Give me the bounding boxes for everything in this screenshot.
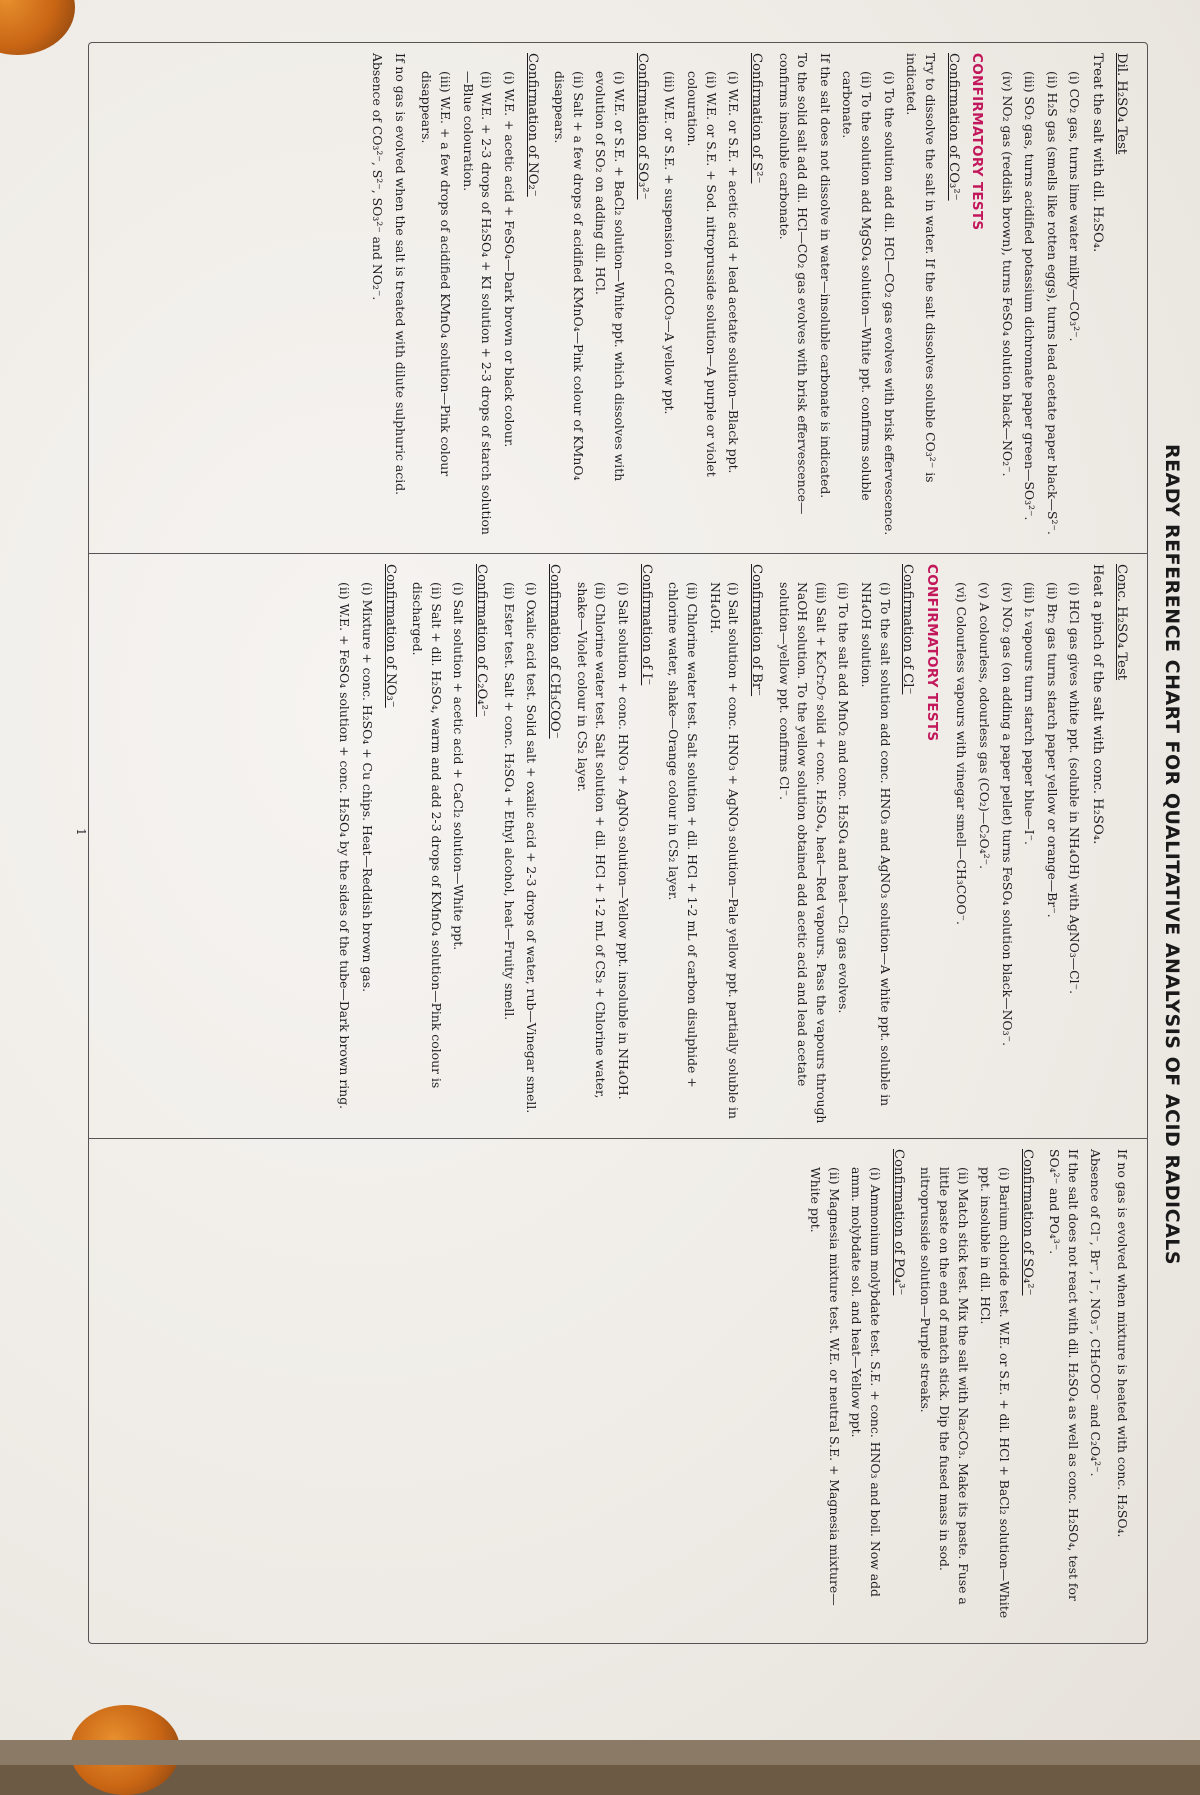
br-test-i: (i) Salt solution + conc. HNO₃ + AgNO₃ solution—Pale yellow ppt. partially soluble in NH₄OH.: [707, 582, 742, 1119]
po4-test-ii: (ii) Magnesia mixture test. W.E. or neutral S.E. + Magnesia mixture—White ppt.: [808, 1167, 842, 1606]
chart-frame: [88, 42, 1148, 1644]
no-gas-dil-note: If no gas is evolved when the salt is treated with dilute sulphuric acid.: [392, 53, 408, 496]
s2-test-i: (i) W.E. or S.E. + acetic acid + lead acetate solution—Black ppt.: [726, 71, 742, 474]
co3-intro: Try to dissolve the salt in water. If the salt dissolves soluble CO₃²⁻ is indicated.: [904, 53, 938, 483]
co3-test-ii: (ii) To the solution add MgSO₄ solution—White ppt. confirms soluble carbonate.: [840, 71, 875, 501]
orange-object-top: [0, 0, 75, 55]
no-gas-conc-note: If no gas is evolved when mixture is heated with conc. H₂SO₄.: [1115, 1149, 1130, 1538]
page-title: READY REFERENCE CHART FOR QUALITATIVE ANALYSIS OF ACID RADICALS: [1161, 443, 1183, 1266]
oxalate-test-i: (i) Salt solution + acetic acid + CaCl₂ solution—White ppt.: [451, 582, 467, 951]
so3-test-ii: (ii) Salt + a few drops of acidified KMnO₄—Pink colour of KMnO₄ disappears.: [552, 71, 586, 481]
conc-test-title: Conc. H₂SO₄ Test: [1114, 564, 1129, 681]
s2-title: Confirmation of S²⁻: [749, 53, 765, 184]
acetate-test-ii: (ii) Ester test. Salt + conc. H₂SO₄ + Ethyl alcohol, heat—Fruity smell.: [501, 582, 517, 1021]
br-test-ii: (ii) Chlorine water test. Salt solution + dil. HCl + 1-2 mL of carbon disulphide + chlorine water, shake—Orange colour in CS₂ layer.: [666, 582, 701, 1088]
nitrate-test-ii: (ii) W.E. + FeSO₄ solution + conc. H₂SO₄ by the sides of the tube—Dark brown ring.: [337, 582, 353, 1110]
conc-item: (iii) I₂ vapours turn starch paper blue—I⁻.: [1022, 582, 1038, 845]
s2-test-ii: (ii) W.E. or S.E. + Sod. nitroprusside solution—A purple or violet colouration.: [685, 71, 719, 477]
confirmatory-heading-1: CONFIRMATORY TESTS: [968, 53, 985, 231]
absence-dil-note: Absence of CO₃²⁻, S²⁻, SO₃²⁻ and NO₂⁻.: [370, 53, 386, 301]
no-react-note: If the salt does not react with dil. H₂SO₄ as well as conc. H₂SO₄, test for SO₄²⁻ and PO₄³⁻.: [1047, 1149, 1081, 1601]
table-surface-edge: [0, 1740, 1200, 1765]
column-concentrated-acid-tests: [89, 553, 1147, 1138]
cl-test-iii: (iii) Salt + K₂Cr₂O₇ solid + conc. H₂SO₄, heat—Red vapours. Pass the vapours through NaOH solution. To the yellow solution obtained add acetic acid and lead acetate solution—yellow ppt. confirms Cl⁻.: [776, 582, 829, 1124]
po4-title: Confirmation of PO₄³⁻: [890, 1149, 906, 1296]
cl-test-i: (i) To the salt solution add conc. HNO₃ and AgNO₃ solution—A white ppt. soluble in NH₄OH solution.: [859, 582, 893, 1107]
iodide-test-i: (i) Salt solution + conc. HNO₃ + AgNO₃ solution—Yellow ppt. insoluble in NH₄OH.: [616, 582, 632, 1100]
no2-test-i: (i) W.E. + acetic acid + FeSO₄—Dark brown or black colour.: [501, 71, 517, 448]
so3-title: Confirmation of SO₃²⁻: [634, 53, 650, 200]
acetate-title: Confirmation of CH₃COO⁻: [547, 564, 563, 739]
co3-test-i: (i) To the solution add dil. HCl—CO₂ gas evolves with brisk effervescence.: [881, 71, 897, 536]
no2-test-ii: (ii) W.E. + 2-3 drops of H₂SO₄ + KI solution + 2-3 drops of starch solution—Blue colouration.: [460, 71, 495, 535]
dil-item: (iv) NO₂ gas (reddish brown), turns FeSO₄ solution black—NO₂⁻.: [999, 71, 1015, 477]
cl-title: Confirmation of Cl⁻: [900, 564, 916, 695]
dil-item: (i) CO₂ gas, turns lime water milky—CO₃²⁻.: [1067, 71, 1083, 342]
nitrate-title: Confirmation of NO₃⁻: [382, 564, 398, 708]
cl-test-ii: (ii) To the salt add MnO₂ and conc. H₂SO₄ and heat—Cl₂ gas evolves.: [836, 582, 852, 1014]
so4-test-i: (i) Barium chloride test. W.E. or S.E. + dil. HCl + BaCl₂ solution—White ppt. insoluble in dil. HCl.: [978, 1167, 1012, 1619]
conc-item: (i) HCl gas gives white ppt. (soluble in NH₄OH) with AgNO₃—Cl⁻.: [1067, 582, 1083, 995]
iodide-title: Confirmation of I⁻: [638, 564, 654, 686]
conc-item: (vi) Colourless vapours with vinegar smell—CH₃COO⁻.: [954, 582, 970, 925]
co3-solid: To the solid salt add dil. HCl—CO₂ gas evolves with brisk effervescence—confirms insoluble carbonate.: [776, 53, 811, 515]
po4-test-i: (i) Ammonium molybdate test. S.E. + conc. HNO₃ and boil. Now add amm. molybdate sol. and heat—Yellow ppt.: [849, 1167, 883, 1597]
iodide-test-ii: (ii) Chlorine water test. Salt solution + dil. HCl + 1-2 mL of CS₂ + Chlorine water, shake—Violet colour in CS₂ layer.: [574, 582, 609, 1099]
co3-insoluble: If the salt does not dissolve in water—insoluble carbonate is indicated.: [817, 53, 833, 499]
so4-test-ii: (ii) Match stick test. Mix the salt with Na₂CO₃. Make its paste. Fuse a little paste on the end of match stick. Dip the fused mass in sod. nitroprusside solution—Purple streaks.: [918, 1167, 971, 1605]
dil-item: (ii) H₂S gas (smells like rotten eggs), turns lead acetate paper black—S²⁻.: [1044, 71, 1060, 535]
br-title: Confirmation of Br⁻: [749, 564, 765, 697]
dil-test-intro: Treat the salt with dil. H₂SO₄.: [1090, 53, 1106, 253]
confirmatory-heading-2: CONFIRMATORY TESTS: [923, 564, 940, 742]
conc-item: (iv) NO₂ gas (on adding a paper pellet) turns FeSO₄ solution black—NO₃⁻.: [999, 582, 1015, 1047]
dil-item: (iii) SO₂ gas, turns acidified potassium dichromate paper green—SO₃²⁻.: [1022, 71, 1038, 521]
column-sulphate-phosphate-tests: [89, 1138, 1147, 1643]
rotated-document-page: [70, 12, 1200, 1697]
absence-conc-note: Absence of Cl⁻, Br⁻, I⁻, NO₃⁻, CH₃COO⁻ and C₂O₄²⁻.: [1088, 1149, 1104, 1477]
dil-test-title: Dil. H₂SO₄ Test: [1114, 53, 1129, 155]
conc-item: (ii) Br₂ gas turns starch paper yellow or orange—Br⁻.: [1044, 582, 1060, 918]
nitrate-test-i: (i) Mixture + conc. H₂SO₄ + Cu chips. Heat—Reddish brown gas.: [359, 582, 375, 993]
acetate-test-i: (i) Oxalic acid test. Solid salt + oxalic acid + 2-3 drops of water, rub—Vinegar smell.: [524, 582, 540, 1114]
column-dilute-acid-tests: [89, 43, 1147, 553]
co3-title: Confirmation of CO₃²⁻: [945, 53, 961, 201]
s2-test-iii: (iii) W.E. or S.E. + suspension of CdCO₃—A yellow ppt.: [662, 71, 678, 415]
so3-test-i: (i) W.E. or S.E. + BaCl₂ solution—White ppt. which dissolves with evolution of SO₂ on adding dil. HCl.: [593, 71, 628, 482]
oxalate-title: Confirmation of C₂O₄²⁻: [474, 564, 490, 717]
conc-test-intro: Heat a pinch of the salt with conc. H₂SO₄.: [1090, 564, 1106, 845]
oxalate-test-ii: (ii) Salt + dil. H₂SO₄, warm and add 2-3 drops of KMnO₄ solution—Pink colour is discharged.: [410, 582, 444, 1089]
so4-title: Confirmation of SO₄²⁻: [1019, 1149, 1035, 1296]
no2-title: Confirmation of NO₂⁻: [524, 53, 540, 197]
no2-test-iii: (iii) W.E. + a few drops of acidified KMnO₄ solution—Pink colour disappears.: [419, 71, 453, 477]
conc-item: (v) A colourless, odourless gas (CO₂)—C₂O₄²⁻.: [976, 582, 992, 870]
page-number: 1: [74, 828, 88, 836]
